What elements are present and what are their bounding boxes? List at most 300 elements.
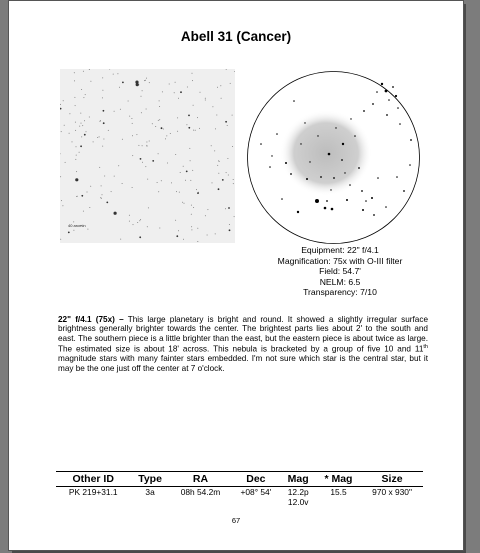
sketch-star bbox=[317, 135, 318, 136]
cell-ra: 08h 54.2m bbox=[180, 487, 221, 497]
sketch-star bbox=[300, 143, 301, 144]
photo-star bbox=[230, 83, 231, 84]
photo-star bbox=[114, 176, 115, 177]
photo-star bbox=[193, 105, 194, 106]
scale-label: 40 arcmin bbox=[68, 223, 86, 228]
photo-star bbox=[147, 226, 148, 227]
photo-star bbox=[132, 187, 133, 188]
sketch-star bbox=[371, 197, 373, 199]
sketch-star bbox=[399, 123, 401, 125]
photo-star bbox=[214, 150, 215, 151]
photo-star bbox=[79, 126, 80, 127]
sketch-star bbox=[293, 100, 295, 102]
photo-star bbox=[161, 180, 162, 181]
header-ra: RA bbox=[170, 472, 232, 487]
photo-star bbox=[175, 82, 176, 83]
photo-star bbox=[68, 232, 70, 234]
table-row bbox=[56, 487, 423, 509]
photo-star bbox=[102, 146, 103, 147]
photo-star bbox=[217, 165, 218, 166]
photo-star bbox=[100, 120, 101, 121]
photo-star bbox=[100, 121, 101, 122]
photo-star bbox=[178, 98, 179, 99]
photo-star bbox=[99, 136, 100, 137]
cell-size: 970 x 930" bbox=[372, 487, 412, 497]
photo-star bbox=[103, 110, 105, 112]
description-text-2: magnitude stars with many fainter stars embedded. I'm not sure which star is the central star, but it may be the one just off the center at 7 o'clock. bbox=[58, 354, 428, 373]
photo-star bbox=[220, 85, 221, 86]
sketch-star bbox=[385, 206, 387, 208]
photo-star bbox=[184, 203, 185, 204]
document-page bbox=[9, 1, 463, 550]
photo-star bbox=[76, 146, 77, 147]
photo-star bbox=[129, 221, 130, 222]
photo-star bbox=[69, 113, 70, 114]
photo-star bbox=[158, 120, 159, 121]
photo-star bbox=[90, 81, 91, 82]
photo-star bbox=[147, 146, 148, 147]
photo-star bbox=[60, 108, 62, 110]
photo-star bbox=[129, 215, 130, 216]
photo-star bbox=[140, 219, 141, 220]
photo-star bbox=[108, 130, 109, 131]
photo-star bbox=[190, 180, 191, 181]
photo-star bbox=[175, 220, 176, 221]
photo-star bbox=[85, 94, 86, 95]
photo-star bbox=[79, 152, 80, 153]
photo-star bbox=[82, 125, 83, 126]
photo-star bbox=[177, 117, 178, 118]
photo-star bbox=[188, 127, 190, 129]
header-dec: Dec bbox=[231, 472, 280, 487]
photo-star bbox=[64, 125, 65, 126]
photo-star bbox=[81, 195, 83, 197]
photo-star bbox=[227, 125, 228, 126]
photo-star bbox=[87, 192, 88, 193]
photo-star bbox=[155, 126, 156, 127]
photo-star bbox=[141, 112, 142, 113]
photo-star bbox=[159, 119, 160, 120]
photo-star bbox=[60, 104, 61, 105]
eyepiece-sketch bbox=[246, 70, 421, 245]
equipment-block bbox=[235, 245, 445, 298]
photo-star bbox=[122, 139, 123, 140]
photo-star bbox=[61, 200, 62, 201]
sketch-star bbox=[403, 190, 405, 192]
photo-star bbox=[80, 113, 81, 114]
photo-star bbox=[137, 222, 138, 223]
photo-star bbox=[61, 131, 62, 132]
photo-star bbox=[180, 172, 181, 173]
photo-star bbox=[63, 100, 64, 101]
photo-star bbox=[175, 154, 176, 155]
transparency-line: Transparency: 7/10 bbox=[303, 287, 377, 298]
photo-star bbox=[87, 229, 88, 230]
cell-dec: +08° 54' bbox=[240, 487, 272, 497]
photo-star bbox=[176, 235, 178, 237]
sketch-star bbox=[372, 103, 374, 105]
photo-star bbox=[103, 139, 104, 140]
photo-star bbox=[69, 133, 70, 134]
photo-star bbox=[192, 170, 193, 171]
photo-star bbox=[183, 166, 184, 167]
photo-star bbox=[191, 205, 192, 206]
sketch-star bbox=[396, 176, 398, 178]
photo-star bbox=[185, 180, 186, 181]
photo-star bbox=[157, 182, 158, 183]
photo-star bbox=[233, 183, 234, 184]
photo-star bbox=[100, 197, 101, 198]
photo-star bbox=[129, 116, 130, 117]
sketch-star bbox=[388, 99, 390, 101]
photo-star bbox=[83, 97, 84, 98]
photo-star bbox=[89, 69, 90, 70]
photo-star bbox=[182, 202, 183, 203]
photo-star bbox=[73, 230, 74, 231]
photo-star bbox=[166, 135, 167, 136]
nebula-glow bbox=[280, 110, 372, 196]
photo-star bbox=[187, 87, 188, 88]
photo-star bbox=[232, 115, 233, 116]
photo-star bbox=[197, 192, 199, 194]
photo-star bbox=[207, 235, 208, 236]
photo-star bbox=[149, 82, 150, 83]
sketch-star bbox=[410, 139, 412, 141]
photo-star bbox=[146, 109, 147, 110]
photo-star bbox=[118, 165, 119, 166]
photo-star bbox=[122, 82, 124, 84]
photo-star bbox=[139, 220, 140, 221]
photo-star bbox=[191, 226, 192, 227]
photo-star bbox=[142, 145, 143, 146]
sketch-star bbox=[315, 199, 319, 203]
photo-star bbox=[86, 131, 87, 132]
photo-star bbox=[234, 71, 235, 72]
sketch-star bbox=[326, 200, 328, 202]
sketch-star bbox=[392, 86, 394, 88]
photo-star bbox=[146, 78, 147, 79]
photo-star bbox=[229, 229, 231, 231]
star-field-image bbox=[60, 69, 235, 243]
photo-star bbox=[102, 97, 103, 98]
sketch-star bbox=[309, 161, 310, 162]
photo-star bbox=[90, 186, 91, 187]
photo-star bbox=[186, 124, 187, 125]
photo-star bbox=[146, 142, 147, 143]
photo-star bbox=[120, 239, 121, 240]
photo-star bbox=[152, 160, 154, 162]
photo-star bbox=[103, 122, 105, 124]
sketch-star bbox=[260, 143, 262, 145]
photo-star bbox=[83, 71, 84, 72]
photo-star bbox=[197, 117, 198, 118]
photo-star bbox=[132, 123, 133, 124]
photo-star bbox=[189, 148, 190, 149]
photo-star bbox=[193, 130, 194, 131]
photo-star bbox=[171, 182, 172, 183]
sketch-star bbox=[269, 166, 271, 168]
photo-star bbox=[229, 224, 230, 225]
sketch-star bbox=[335, 127, 336, 128]
header-other-id: Other ID bbox=[56, 472, 130, 487]
field-line: Field: 54.7' bbox=[319, 266, 361, 277]
photo-star bbox=[222, 179, 224, 181]
sketch-star bbox=[333, 177, 335, 179]
photo-star bbox=[74, 72, 75, 73]
photo-star bbox=[193, 207, 194, 208]
sketch-star bbox=[344, 172, 345, 173]
cell-type: 3a bbox=[145, 487, 155, 497]
photo-star bbox=[132, 135, 133, 136]
photo-star bbox=[83, 211, 84, 212]
sketch-star bbox=[304, 122, 305, 123]
sketch-star bbox=[341, 159, 343, 161]
photo-star bbox=[122, 183, 123, 184]
photo-star bbox=[180, 91, 182, 93]
photo-star bbox=[205, 98, 206, 99]
photo-star bbox=[75, 122, 76, 123]
photo-star bbox=[190, 160, 191, 161]
photo-star bbox=[211, 145, 212, 146]
sketch-star bbox=[385, 90, 388, 93]
photo-star bbox=[84, 120, 85, 121]
photo-star bbox=[163, 129, 164, 130]
photo-star bbox=[132, 155, 133, 156]
photo-star bbox=[165, 138, 166, 139]
photo-star bbox=[161, 127, 163, 129]
photo-star bbox=[120, 109, 121, 110]
cell-mag-visual: 12.0v bbox=[287, 496, 309, 507]
sketch-star bbox=[361, 190, 363, 192]
photo-star bbox=[227, 158, 228, 159]
photo-star bbox=[225, 121, 227, 123]
photo-star bbox=[81, 123, 82, 124]
sketch-star bbox=[349, 184, 351, 186]
photo-star bbox=[60, 153, 61, 154]
photo-star bbox=[205, 100, 206, 101]
photo-star bbox=[158, 191, 159, 192]
photo-star bbox=[186, 171, 188, 173]
photo-star bbox=[114, 212, 117, 215]
photo-star bbox=[228, 175, 229, 176]
photo-star bbox=[75, 105, 76, 106]
photo-star bbox=[179, 192, 180, 193]
photo-star bbox=[81, 136, 82, 137]
sketch-star bbox=[354, 135, 356, 137]
sketch-star bbox=[362, 209, 364, 211]
photo-star bbox=[183, 239, 184, 240]
photo-star bbox=[133, 224, 134, 225]
observation-description bbox=[58, 315, 428, 373]
photo-star bbox=[140, 158, 142, 160]
description-sup: th bbox=[423, 344, 428, 351]
sketch-star bbox=[377, 177, 379, 179]
photo-star bbox=[89, 117, 90, 118]
sketch-star bbox=[376, 91, 378, 93]
cell-other-id: PK 219+31.1 bbox=[68, 487, 118, 497]
sketch-star bbox=[276, 133, 278, 135]
photo-star bbox=[159, 100, 160, 101]
photo-star bbox=[93, 141, 94, 142]
photo-star bbox=[102, 77, 103, 78]
photo-star bbox=[114, 111, 115, 112]
photo-star bbox=[216, 115, 217, 116]
sketch-star bbox=[271, 155, 272, 156]
sketch-star bbox=[363, 110, 365, 112]
photo-star bbox=[80, 145, 82, 147]
sketch-star bbox=[395, 95, 397, 97]
photo-star bbox=[191, 214, 192, 215]
sketch-star bbox=[328, 153, 331, 156]
sketch-star bbox=[381, 83, 383, 85]
photo-star bbox=[178, 230, 179, 231]
photo-star bbox=[139, 236, 141, 238]
photo-star bbox=[225, 208, 226, 209]
photo-star bbox=[75, 159, 76, 160]
photo-star bbox=[76, 171, 77, 172]
sketch-star bbox=[365, 200, 367, 202]
photo-star bbox=[233, 179, 234, 180]
photo-star bbox=[197, 241, 198, 242]
sketch-star bbox=[373, 214, 375, 216]
cell-mag-photo: 12.2p bbox=[287, 487, 309, 497]
nelm-line: NELM: 6.5 bbox=[319, 276, 361, 287]
photo-star bbox=[212, 106, 213, 107]
photo-star bbox=[111, 191, 112, 192]
dss-photo bbox=[60, 69, 235, 243]
photo-star bbox=[109, 69, 110, 70]
photo-star bbox=[142, 162, 143, 163]
sketch-star bbox=[306, 178, 308, 180]
sketch-star bbox=[346, 199, 348, 201]
photo-star bbox=[152, 123, 153, 124]
photo-star bbox=[97, 137, 98, 138]
photo-star bbox=[75, 178, 78, 181]
photo-star bbox=[113, 74, 114, 75]
photo-star bbox=[77, 196, 78, 197]
photo-star bbox=[218, 188, 220, 190]
data-table bbox=[56, 471, 423, 508]
photo-star bbox=[131, 118, 132, 119]
sketch-star bbox=[297, 211, 299, 213]
photo-star bbox=[162, 91, 163, 92]
description-lead: 22" f/4.1 (75x) – bbox=[58, 315, 124, 324]
photo-star bbox=[234, 216, 235, 217]
photo-star bbox=[89, 207, 90, 208]
photo-star bbox=[226, 69, 227, 70]
photo-star bbox=[192, 80, 193, 81]
header-star-mag: * Mag bbox=[316, 472, 361, 487]
photo-star bbox=[158, 153, 159, 154]
photo-star bbox=[217, 87, 218, 88]
photo-star bbox=[147, 179, 148, 180]
sketch-star bbox=[324, 207, 327, 210]
photo-star bbox=[136, 134, 137, 135]
sketch-star bbox=[290, 173, 292, 175]
photo-star bbox=[102, 90, 103, 91]
photo-star bbox=[142, 90, 143, 91]
sketch-star bbox=[285, 162, 287, 164]
photo-star bbox=[117, 73, 118, 74]
sketch-star bbox=[320, 176, 322, 178]
equipment-line: Equipment: 22" f/4.1 bbox=[301, 245, 379, 255]
description-text-1: This large planetary is bright and round. It showed a slightly irregular surface brightness generally brighter towards the center. The brightest parts lies about 2' to the south and east. The southern piece is a little brighter than the east, but the eastern piece is about twice as large. The estimated size is about 18' across. This nebula is bracketed by a group of five 10 and 11 bbox=[58, 315, 428, 354]
photo-star bbox=[218, 173, 219, 174]
photo-star bbox=[199, 128, 200, 129]
photo-star bbox=[170, 133, 171, 134]
cell-mag bbox=[281, 487, 316, 509]
photo-star bbox=[174, 92, 175, 93]
photo-star bbox=[195, 130, 196, 131]
photo-star bbox=[60, 176, 61, 177]
photo-star bbox=[72, 141, 73, 142]
sketch-star bbox=[342, 143, 344, 145]
photo-star bbox=[99, 167, 100, 168]
page-title: Abell 31 (Cancer) bbox=[180, 29, 292, 44]
sketch-star bbox=[358, 167, 360, 169]
photo-star bbox=[65, 162, 66, 163]
photo-star bbox=[60, 239, 61, 240]
photo-star bbox=[145, 166, 146, 167]
photo-star bbox=[219, 161, 220, 162]
header-size: Size bbox=[361, 472, 423, 487]
photo-star bbox=[197, 228, 198, 229]
photo-star bbox=[212, 182, 213, 183]
sketch-star bbox=[281, 198, 283, 200]
photo-star bbox=[192, 73, 193, 74]
magnification-line: Magnification: 75x with O-III filter bbox=[277, 255, 403, 266]
header-type: Type bbox=[130, 472, 169, 487]
photo-star bbox=[177, 131, 178, 132]
photo-star bbox=[228, 207, 230, 209]
photo-star bbox=[102, 194, 103, 195]
photo-star bbox=[221, 98, 222, 99]
photo-star bbox=[207, 209, 208, 210]
sketch-star bbox=[397, 107, 399, 109]
photo-star bbox=[200, 92, 201, 93]
photo-star bbox=[74, 80, 75, 81]
photo-star bbox=[84, 134, 86, 136]
photo-star bbox=[74, 97, 75, 98]
photo-star bbox=[169, 84, 170, 85]
header-mag: Mag bbox=[281, 472, 316, 487]
cell-star-mag: 15.5 bbox=[330, 487, 347, 497]
photo-star bbox=[205, 215, 206, 216]
photo-star bbox=[232, 146, 233, 147]
photo-star bbox=[145, 80, 146, 81]
table-header-row bbox=[56, 472, 423, 487]
photo-star bbox=[215, 233, 216, 234]
photo-star bbox=[62, 205, 63, 206]
sketch-star bbox=[350, 118, 351, 119]
photo-star bbox=[128, 101, 129, 102]
photo-star bbox=[149, 141, 150, 142]
sketch-star bbox=[409, 164, 411, 166]
photo-star bbox=[215, 128, 216, 129]
photo-star bbox=[138, 145, 139, 146]
sketch-star bbox=[331, 208, 334, 211]
photo-star bbox=[119, 87, 120, 88]
photo-star bbox=[226, 172, 227, 173]
photo-star bbox=[81, 89, 82, 90]
photo-star bbox=[196, 189, 197, 190]
photo-star bbox=[159, 228, 160, 229]
photo-star bbox=[101, 185, 102, 186]
photo-star bbox=[159, 106, 160, 107]
page-number: 67 bbox=[231, 516, 241, 525]
photo-star bbox=[167, 163, 168, 164]
photo-star bbox=[176, 191, 177, 192]
